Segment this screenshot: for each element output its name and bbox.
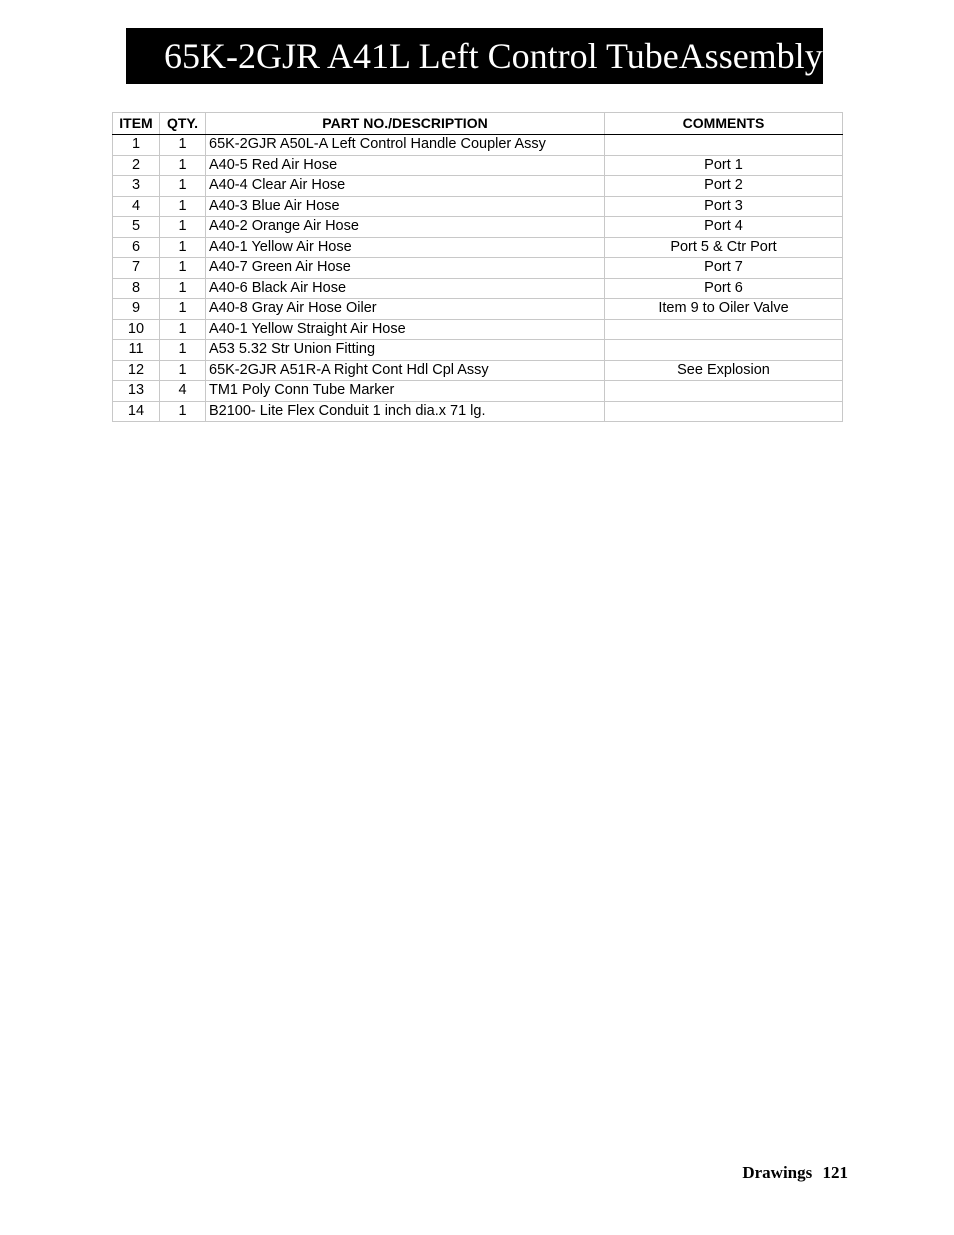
table-row	[113, 278, 843, 299]
cell-qty: 1	[160, 401, 206, 422]
cell-item: 14	[113, 401, 160, 422]
cell-description: A40-6 Black Air Hose	[206, 278, 605, 299]
cell-description: A40-3 Blue Air Hose	[206, 196, 605, 217]
cell-item: 3	[113, 176, 160, 197]
table-row	[113, 258, 843, 279]
cell-qty: 1	[160, 155, 206, 176]
cell-description: A40-2 Orange Air Hose	[206, 217, 605, 238]
cell-comments: Port 2	[605, 176, 843, 197]
cell-comments	[605, 340, 843, 361]
cell-item: 4	[113, 196, 160, 217]
cell-item: 12	[113, 360, 160, 381]
table-row	[113, 217, 843, 238]
parts-table	[112, 112, 843, 422]
cell-qty: 4	[160, 381, 206, 402]
cell-comments: Item 9 to Oiler Valve	[605, 299, 843, 320]
cell-item: 9	[113, 299, 160, 320]
cell-comments: Port 5 & Ctr Port	[605, 237, 843, 258]
cell-item: 1	[113, 135, 160, 156]
footer-section-label: Drawings	[742, 1163, 813, 1182]
cell-qty: 1	[160, 135, 206, 156]
cell-item: 10	[113, 319, 160, 340]
table-row	[113, 401, 843, 422]
cell-description: A40-1 Yellow Straight Air Hose	[206, 319, 605, 340]
table-row	[113, 360, 843, 381]
cell-description: 65K-2GJR A51R-A Right Cont Hdl Cpl Assy	[206, 360, 605, 381]
cell-qty: 1	[160, 196, 206, 217]
header-description: PART NO./DESCRIPTION	[206, 113, 605, 135]
cell-comments	[605, 135, 843, 156]
header-comments: COMMENTS	[605, 113, 843, 135]
page-footer	[742, 1163, 848, 1183]
cell-item: 13	[113, 381, 160, 402]
table-row	[113, 176, 843, 197]
table-row	[113, 155, 843, 176]
cell-item: 2	[113, 155, 160, 176]
cell-description: A40-4 Clear Air Hose	[206, 176, 605, 197]
cell-item: 7	[113, 258, 160, 279]
cell-comments	[605, 381, 843, 402]
cell-comments	[605, 319, 843, 340]
cell-qty: 1	[160, 360, 206, 381]
cell-qty: 1	[160, 299, 206, 320]
cell-description: A40-7 Green Air Hose	[206, 258, 605, 279]
cell-qty: 1	[160, 176, 206, 197]
cell-qty: 1	[160, 237, 206, 258]
cell-description: A40-5 Red Air Hose	[206, 155, 605, 176]
table-row	[113, 381, 843, 402]
table-row	[113, 299, 843, 320]
cell-comments: Port 1	[605, 155, 843, 176]
cell-qty: 1	[160, 319, 206, 340]
cell-description: A40-1 Yellow Air Hose	[206, 237, 605, 258]
cell-description: A40-8 Gray Air Hose Oiler	[206, 299, 605, 320]
cell-qty: 1	[160, 278, 206, 299]
cell-comments: See Explosion	[605, 360, 843, 381]
cell-qty: 1	[160, 217, 206, 238]
table-row	[113, 196, 843, 217]
cell-description: TM1 Poly Conn Tube Marker	[206, 381, 605, 402]
cell-comments: Port 6	[605, 278, 843, 299]
cell-description: A53 5.32 Str Union Fitting	[206, 340, 605, 361]
cell-item: 8	[113, 278, 160, 299]
header-qty: QTY.	[160, 113, 206, 135]
cell-description: 65K-2GJR A50L-A Left Control Handle Coupler Assy	[206, 135, 605, 156]
table-row	[113, 340, 843, 361]
cell-comments	[605, 401, 843, 422]
cell-qty: 1	[160, 258, 206, 279]
header-item: ITEM	[113, 113, 160, 135]
cell-qty: 1	[160, 340, 206, 361]
table-row	[113, 135, 843, 156]
table-row	[113, 237, 843, 258]
cell-item: 5	[113, 217, 160, 238]
page-title: 65K-2GJR A41L Left Control TubeAssembly	[126, 28, 823, 84]
table-row	[113, 319, 843, 340]
table-header-row	[113, 113, 843, 135]
cell-description: B2100- Lite Flex Conduit 1 inch dia.x 71 lg.	[206, 401, 605, 422]
page-number: 121	[822, 1163, 848, 1182]
cell-item: 11	[113, 340, 160, 361]
cell-comments: Port 7	[605, 258, 843, 279]
cell-item: 6	[113, 237, 160, 258]
cell-comments: Port 3	[605, 196, 843, 217]
cell-comments: Port 4	[605, 217, 843, 238]
